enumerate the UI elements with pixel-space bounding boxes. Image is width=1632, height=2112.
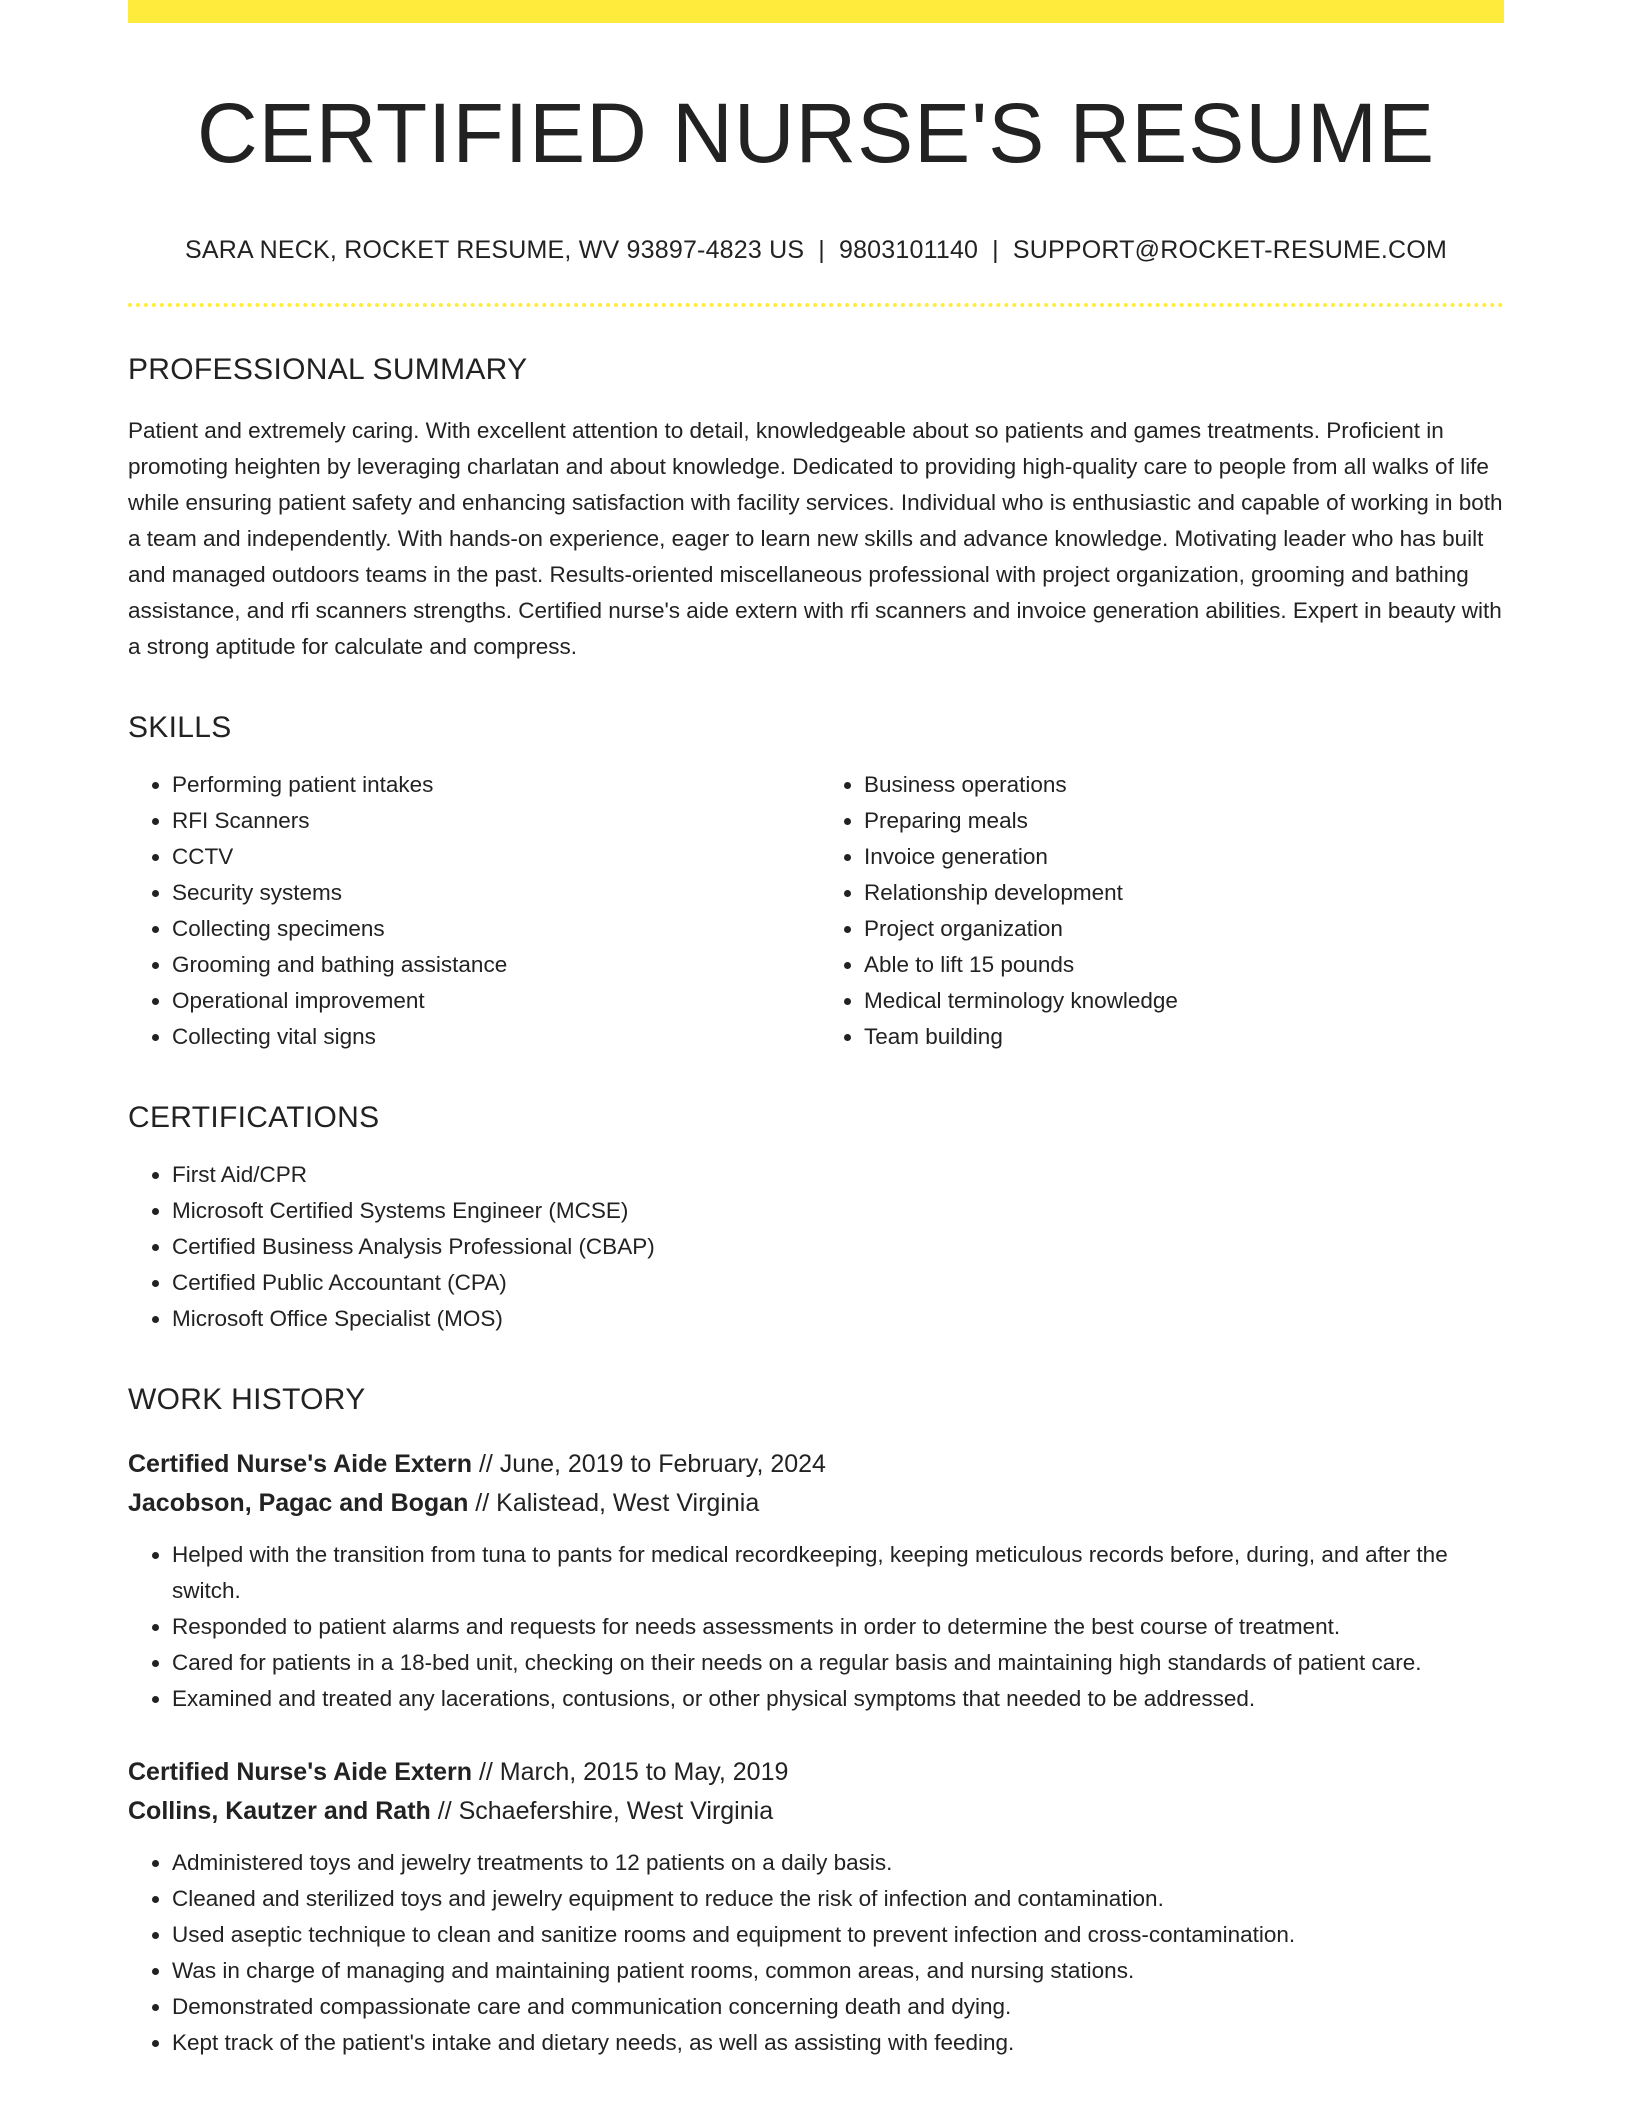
list-item: • Project organization [864, 911, 1504, 947]
job-company-line [128, 1484, 1504, 1523]
list-item: • Cleaned and sterilized toys and jewelry equipment to reduce the risk of infection and contamination. [172, 1881, 1504, 1917]
list-item: • Grooming and bathing assistance [172, 947, 816, 983]
list-item: • Demonstrated compassionate care and communication concerning death and dying. [172, 1989, 1504, 2025]
list-item: • Responded to patient alarms and requests for needs assessments in order to determine the best course of treatment. [172, 1609, 1504, 1645]
job-dates: // March, 2015 to May, 2019 [472, 1757, 789, 1786]
contact-line [128, 236, 1504, 265]
job-company-line [128, 1792, 1504, 1831]
certifications-section [128, 1101, 1504, 1337]
list-item: • Administered toys and jewelry treatments to 12 patients on a daily basis. [172, 1845, 1504, 1881]
skills-section [128, 711, 1504, 1055]
job-bullets [128, 1845, 1504, 2061]
list-item: • Helped with the transition from tuna to pants for medical recordkeeping, keeping meticulous records before, during, and after the switch. [172, 1537, 1504, 1609]
job-title-line [128, 1753, 1504, 1792]
section-heading-summary: PROFESSIONAL SUMMARY [128, 352, 528, 386]
job-bullets [128, 1537, 1504, 1717]
list-item: • Examined and treated any lacerations, contusions, or other physical symptoms that needed to be addressed. [172, 1681, 1504, 1717]
skills-list-left [128, 767, 816, 1055]
list-item: • RFI Scanners [172, 803, 816, 839]
section-heading-skills: SKILLS [128, 710, 232, 744]
list-item: • Kept track of the patient's intake and dietary needs, as well as assisting with feeding. [172, 2025, 1504, 2061]
list-item: • Cared for patients in a 18-bed unit, checking on their needs on a regular basis and maintaining high standards of patient care. [172, 1645, 1504, 1681]
list-item: • Certified Public Accountant (CPA) [172, 1265, 1504, 1301]
list-item: • Microsoft Office Specialist (MOS) [172, 1301, 1504, 1337]
resume-page [128, 0, 1504, 2061]
list-item: • Microsoft Certified Systems Engineer (MCSE) [172, 1193, 1504, 1229]
list-item: • Collecting vital signs [172, 1019, 816, 1055]
contact-separator: | [992, 235, 999, 264]
accent-top-bar [128, 0, 1504, 23]
list-item: • Used aseptic technique to clean and sanitize rooms and equipment to prevent infection and cross-contamination. [172, 1917, 1504, 1953]
list-item: • Team building [864, 1019, 1504, 1055]
list-item: • First Aid/CPR [172, 1157, 1504, 1193]
list-item: • Operational improvement [172, 983, 816, 1019]
list-item: • Preparing meals [864, 803, 1504, 839]
job-company: Collins, Kautzer and Rath [128, 1796, 431, 1825]
skills-columns [128, 767, 1504, 1055]
list-item: • Certified Business Analysis Professional (CBAP) [172, 1229, 1504, 1265]
list-item: • Invoice generation [864, 839, 1504, 875]
section-heading-certifications: CERTIFICATIONS [128, 1100, 380, 1134]
work-history-section [128, 1383, 1504, 2061]
summary-section [128, 353, 1504, 665]
list-item: • Was in charge of managing and maintaining patient rooms, common areas, and nursing stations. [172, 1953, 1504, 1989]
list-item: • Business operations [864, 767, 1504, 803]
skills-list-right [816, 767, 1504, 1055]
dotted-divider [128, 303, 1504, 307]
job-location: // Schaefershire, West Virginia [430, 1796, 774, 1825]
certifications-list [128, 1157, 1504, 1337]
job-company: Jacobson, Pagac and Bogan [128, 1488, 469, 1517]
list-item: • Able to lift 15 pounds [864, 947, 1504, 983]
job-entry [128, 1753, 1504, 2061]
list-item: • Performing patient intakes [172, 767, 816, 803]
job-title: Certified Nurse's Aide Extern [128, 1449, 473, 1478]
job-title-line [128, 1445, 1504, 1484]
list-item: • Security systems [172, 875, 816, 911]
contact-address: SARA NECK, ROCKET RESUME, WV 93897-4823 US [185, 235, 805, 264]
list-item: • Medical terminology knowledge [864, 983, 1504, 1019]
list-item: • Relationship development [864, 875, 1504, 911]
job-location: // Kalistead, West Virginia [468, 1488, 760, 1517]
job-title: Certified Nurse's Aide Extern [128, 1757, 473, 1786]
contact-separator: | [818, 235, 825, 264]
list-item: • Collecting specimens [172, 911, 816, 947]
section-heading-work-history: WORK HISTORY [128, 1382, 366, 1416]
summary-text: Patient and extremely caring. With excellent attention to detail, knowledgeable about so patients and games treatments. Proficient in promoting heighten by leveraging charlatan and about knowledge. Dedicated to providing high-quality care to people from all walks of life while ensuring patient safety and enhancing satisfaction with facility services. Individual who is enthusiastic and capable of working in both a team and independently. With hands-on experience, eager to learn new skills and advance knowledge. Motivating leader who has built and managed outdoors teams in the past. Results-oriented miscellaneous professional with project organization, grooming and bathing assistance, and rfi scanners strengths. Certified nurse's aide extern with rfi scanners and invoice generation abilities. Expert in beauty with a strong aptitude for calculate and compress. [128, 417, 1503, 659]
list-item: • CCTV [172, 839, 816, 875]
page-title: CERTIFIED NURSE'S RESUME [197, 86, 1435, 180]
contact-email: SUPPORT@ROCKET-RESUME.COM [1012, 235, 1447, 264]
job-dates: // June, 2019 to February, 2024 [472, 1449, 826, 1478]
contact-phone: 9803101140 [838, 235, 979, 264]
job-entry [128, 1445, 1504, 1717]
